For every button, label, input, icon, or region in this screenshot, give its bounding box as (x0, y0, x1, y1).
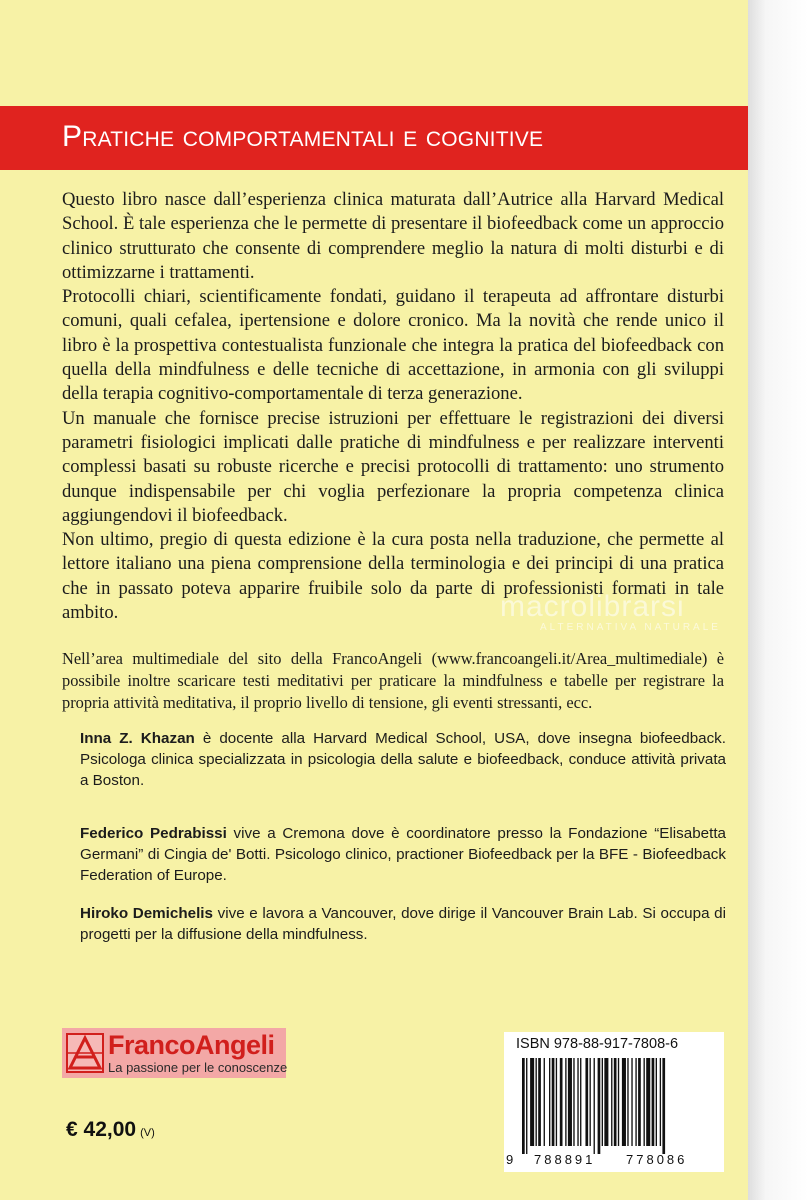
description-paragraph: Un manuale che fornisce precise istruzioni per effettuare le registrazioni dei diversi parametri fisiologici implicati dalle pratiche di mindfulness e per realizzare interventi complessi basati su robuste ricerche e precisi protocolli di trattamento: uno strumento dunque indispensabile per chi voglia perfezionare la propria competenza clinica aggiungendovi il biofeedback. (62, 407, 724, 526)
publisher-name: FrancoAngeli (108, 1030, 275, 1060)
author-name: Hiroko Demichelis (80, 905, 213, 922)
price-code: (V) (140, 1127, 155, 1139)
barcode-digit-lead: 9 (506, 1152, 514, 1167)
isbn-label: ISBN 978-88-917-7808-6 (516, 1036, 679, 1052)
author-bio-text: è docente alla Harvard Medical School, USA, dove insegna biofeedback. Psicologa clinica specializzata in psicologia della salute e biofeedback, conduce attività privata a Boston. (80, 730, 726, 789)
francoangeli-logo-icon (66, 1033, 104, 1073)
barcode-box (504, 1032, 724, 1172)
description-paragraph: Protocolli chiari, scientificamente fondati, guidano il terapeuta ad affrontare disturbi comuni, quali cefalea, ipertensione e dolore cronico. Ma la novità che rende unico il libro è la prospettiva contestualista funzionale che integra la pratica del biofeedback con quella della mindfulness e delle tecniche di accettazione, in armonia con gli sviluppi della terapia cognitivo-comportamentale di terza generazione. (62, 286, 724, 405)
publisher-logo-box (62, 1028, 286, 1078)
author-bio-text: vive e lavora a Vancouver, dove dirige il Vancouver Brain Lab. Si occupa di progetti per la diffusione della mindfulness. (80, 905, 727, 943)
barcode-digits-left: 788891 (534, 1152, 596, 1167)
barcode-icon (512, 1058, 716, 1154)
author-bio-text: vive a Cremona dove è coordinatore presso la Fondazione “Elisabetta Germani” di Cingia de' Botti. Psicologo clinico, practioner Biofeedback per la BFE - Biofeedback Federation of Europe. (80, 825, 726, 884)
author-bio (80, 728, 726, 791)
author-name: Federico Pedrabissi (80, 825, 227, 842)
price-amount: € 42,00 (66, 1118, 137, 1141)
barcode-digits-right: 778086 (626, 1152, 688, 1167)
series-title: Pratiche comportamentali e cognitive (62, 120, 544, 153)
watermark-text: macrolibrarsi (500, 590, 685, 623)
page-edge (748, 0, 808, 1200)
publisher-tagline: La passione per le conoscenze (108, 1060, 288, 1075)
author-bio (80, 823, 726, 886)
description-paragraph: Questo libro nasce dall’esperienza clinica maturata dall’Autrice alla Harvard Medical School. È tale esperienza che le permette di presentare il biofeedback come un approccio clinico strutturato che consente di comprendere meglio la natura di molti disturbi e di ottimizzarne i trattamenti. (62, 189, 724, 283)
author-bio (80, 903, 726, 945)
description-paragraph: Non ultimo, pregio di questa edizione è la cura posta nella traduzione, che permette al lettore italiano una piena comprensione della terminologia e dei principi di una pratica che in passato poteva apparire fruibile solo da parte di professionisti formati in tale ambito. (62, 529, 724, 624)
multimedia-note: Nell’area multimediale del sito della FrancoAngeli (www.francoangeli.it/Area_multimediale) è possibile inoltre scaricare testi meditativi per praticare la mindfulness e tabelle per registrare la propria attività meditativa, il proprio livello di tensione, gli eventi stressanti, ecc. (62, 649, 724, 712)
author-name: Inna Z. Khazan (80, 730, 195, 747)
series-band (0, 106, 748, 170)
price (66, 1118, 155, 1142)
watermark-subtext: ALTERNATIVA NATURALE (540, 622, 721, 633)
book-description (62, 188, 724, 625)
